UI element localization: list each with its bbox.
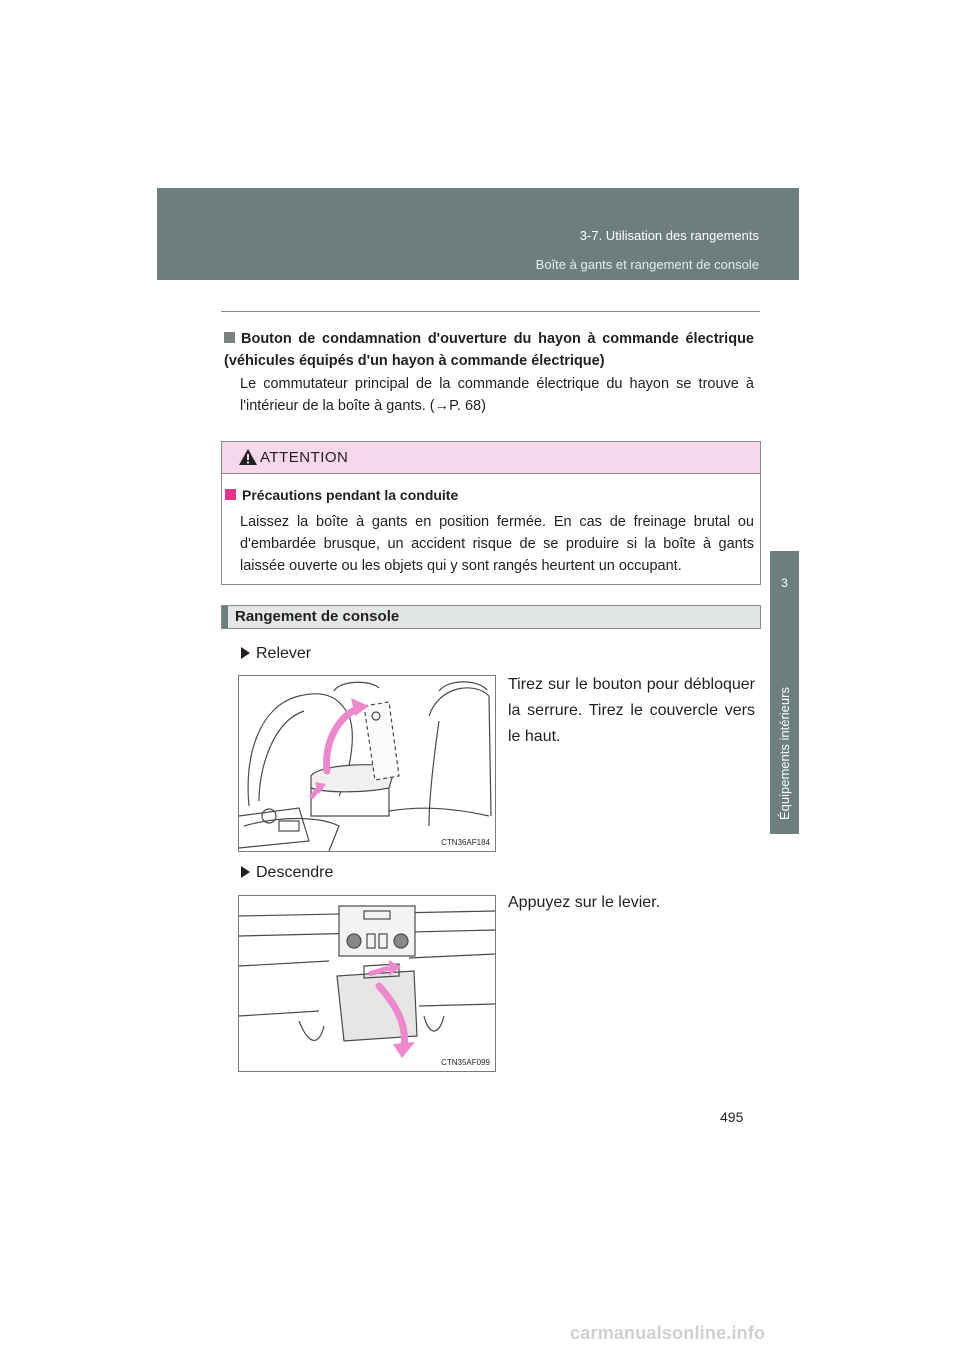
top-divider [221, 311, 760, 312]
warning-title: ATTENTION [260, 449, 349, 466]
warning-box [221, 441, 761, 585]
header-subsection-title: Boîte à gants et rangement de console [535, 257, 759, 272]
warning-subheading-text: Précautions pendant la conduite [242, 487, 459, 503]
watermark: carmanualsonline.info [570, 1323, 766, 1343]
section-header [221, 605, 761, 629]
intro-heading [224, 328, 754, 372]
warning-header [222, 442, 760, 474]
warning-text: Laissez la boîte à gants en position fermée. En cas de freinage brutal ou d'embardée brusque, un accident risque de se produire si la boîte à gants laissée ouverte ou les objets qui y sont rangés heurtent un occupant. [240, 514, 754, 574]
chapter-label: Équipements intérieurs [777, 687, 792, 820]
section-title: Rangement de console [235, 608, 400, 625]
step-label-text: Descendre [256, 864, 334, 881]
bullet-square-pink-icon [225, 489, 236, 500]
figure-code: CTN36AF184 [441, 838, 490, 847]
intro-heading-text: Bouton de condamnation d'ouverture du hayon à commande électrique (véhicules équipés d'un hayon à commande électrique) [224, 331, 754, 369]
warning-triangle-icon [238, 448, 258, 466]
bullet-square-icon [224, 332, 235, 343]
console-raise-illustration [239, 676, 495, 851]
warning-subheading [225, 487, 458, 503]
intro-body: Le commutateur principal de la commande électrique du hayon se trouve à l'intérieur de la boîte à gants. (→P. 68) [240, 376, 754, 414]
chapter-number: 3 [781, 576, 788, 590]
step-label-raise [241, 645, 311, 663]
step-instruction-lower: Appuyez sur le levier. [508, 894, 661, 911]
header-band [157, 188, 799, 280]
step-instruction-raise: Tirez sur le bouton pour débloquer la serrure. Tirez le couvercle vers le haut. [508, 676, 755, 745]
triangle-bullet-icon [241, 647, 250, 659]
figure-console-raise [238, 675, 496, 852]
figure-code: CTN35AF099 [441, 1058, 490, 1067]
header-section-title: 3-7. Utilisation des rangements [579, 228, 759, 243]
console-lower-illustration [239, 896, 495, 1071]
page-number: 495 [720, 1109, 744, 1125]
section-header-bar [222, 606, 228, 628]
triangle-bullet-icon [241, 866, 250, 878]
step-label-lower [241, 864, 333, 882]
step-label-text: Relever [256, 645, 312, 662]
figure-console-lower [238, 895, 496, 1072]
